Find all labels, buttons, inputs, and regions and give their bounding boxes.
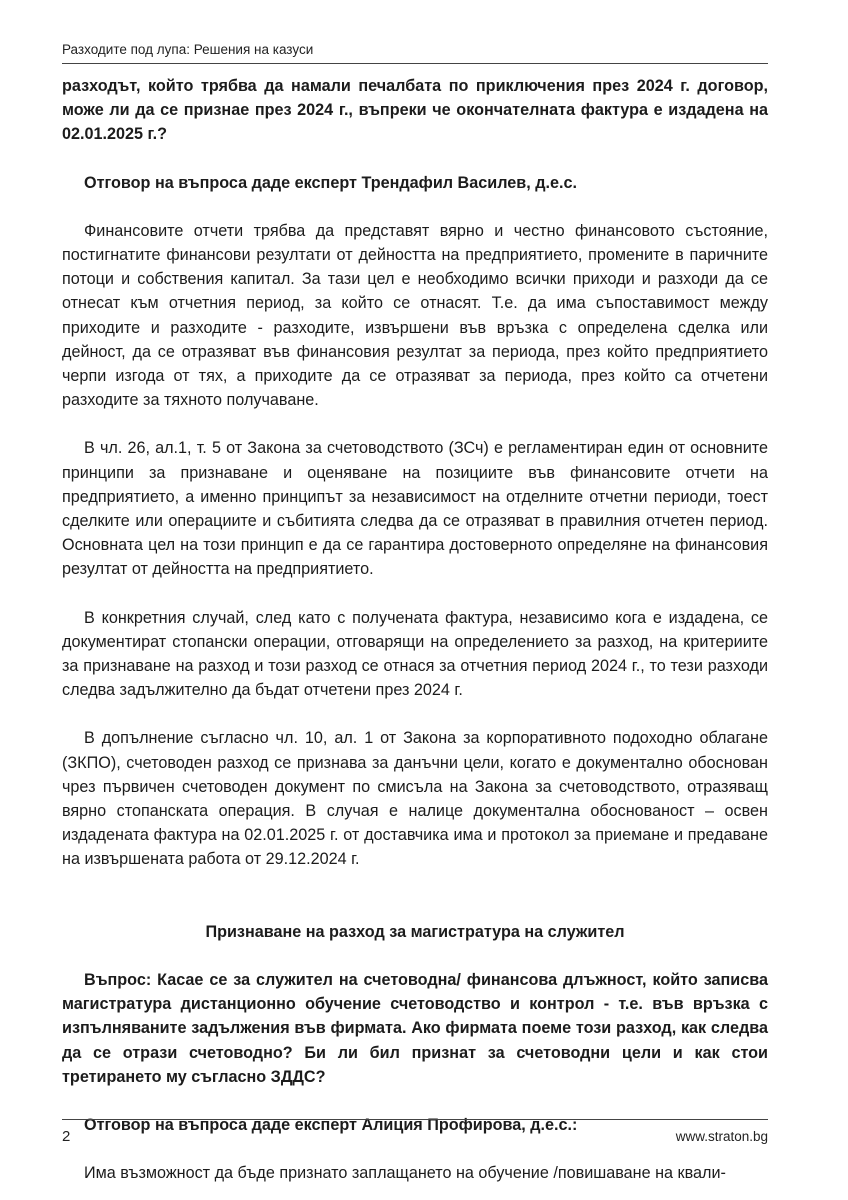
page-number: 2: [62, 1128, 71, 1145]
answer-paragraph: В чл. 26, ал.1, т. 5 от Закона за счетоводството (ЗСч) е регламентиран един от основните принципи за признаване и оценяване на позициите във финансовите отчети на предприятието, а именно принципът за независимост на отделните отчетни периоди, тоест сделките или операциите и събитията следва да се отразяват в правилния отчетен период. Основната цел на този принцип е да се гарантира достоверното определяне на финансовия резултат от дейността на предприятието.: [62, 439, 768, 579]
running-header: [62, 41, 768, 64]
answer-paragraph: Финансовите отчети трябва да представят вярно и честно финансовото състояние, постигнатите финансови резултати от дейността на предприятието, промените в паричните потоци и собствения капитал. За тази цел е необходимо всички приходи и разходи да се отнесат към отчетния период, за който се отнасят. Т.е. да има съпоставимост между приходите и разходите - разходите, извършени във връзка с определена сделка или дейност, да се отразяват във финансовия резултат за периода, през който предприятието черпи изгода от тях, а приходите да се отразяват за периода, през който са отчетени разходите за тяхното получаване.: [62, 221, 768, 410]
answer-paragraph-start: Има възможност да бъде признато заплащането на обучение /повишаване на квали-: [84, 1164, 726, 1183]
footer-divider: [62, 1119, 768, 1120]
answer-heading-vasilev: Отговор на въпроса даде експерт Трендафил Василев, д.е.с.: [84, 173, 577, 192]
footer-website: www.straton.bg: [675, 1129, 768, 1144]
answer-paragraph: В конкретния случай, след като с получената фактура, независимо кога е издадена, се документират стопански операции, отговарящи на определението за разход, на критериите за признаване на разход и този разход се отнася за отчетния период 2024 г., то тези разходи следва задължително да бъдат отчетени през 2024 г.: [62, 608, 768, 700]
question-magistratura: Въпрос: Касае се за служител на счетоводна/ финансова длъжност, който записва магистратура дистанционно обучение счетоводство и контрол - т.е. във връзка с изпълняваните задължения във фирмата. Ако фирмата поеме този разход, как следва да се отрази счетоводно? Би ли бил признат за счетоводни цели и как стои третирането му съгласно ЗДДС?: [62, 970, 768, 1086]
answer-paragraph: В допълнение съгласно чл. 10, ал. 1 от Закона за корпоративното подоходно облагане (ЗКПО), счетоводен разход се признава за данъчни цели, когато е документално обоснован чрез първичен счетоводен документ по смисъла на Закона за счетоводството, отразяващ вярно стопанската операция. В случая е налице документална обоснованост – освен издадената фактура на 02.01.2025 г. от доставчика има и протокол за приемане и предаване на извършената работа от 29.12.2024 г.: [62, 729, 768, 869]
question-continuation: разходът, който трябва да намали печалбата по приключения през 2024 г. договор, може ли да се признае през 2024 г., въпреки че окончателната фактура е издадена на 02.01.2025 г.?: [62, 77, 768, 144]
answer-heading-profirova: Отговор на въпроса даде експерт Алиция Профирова, д.е.с.:: [84, 1115, 578, 1134]
running-title: Разходите под лупа: Решения на казуси: [62, 42, 314, 57]
page-content: [62, 74, 768, 1185]
section-heading: Признаване на разход за магистратура на служител: [205, 922, 625, 941]
